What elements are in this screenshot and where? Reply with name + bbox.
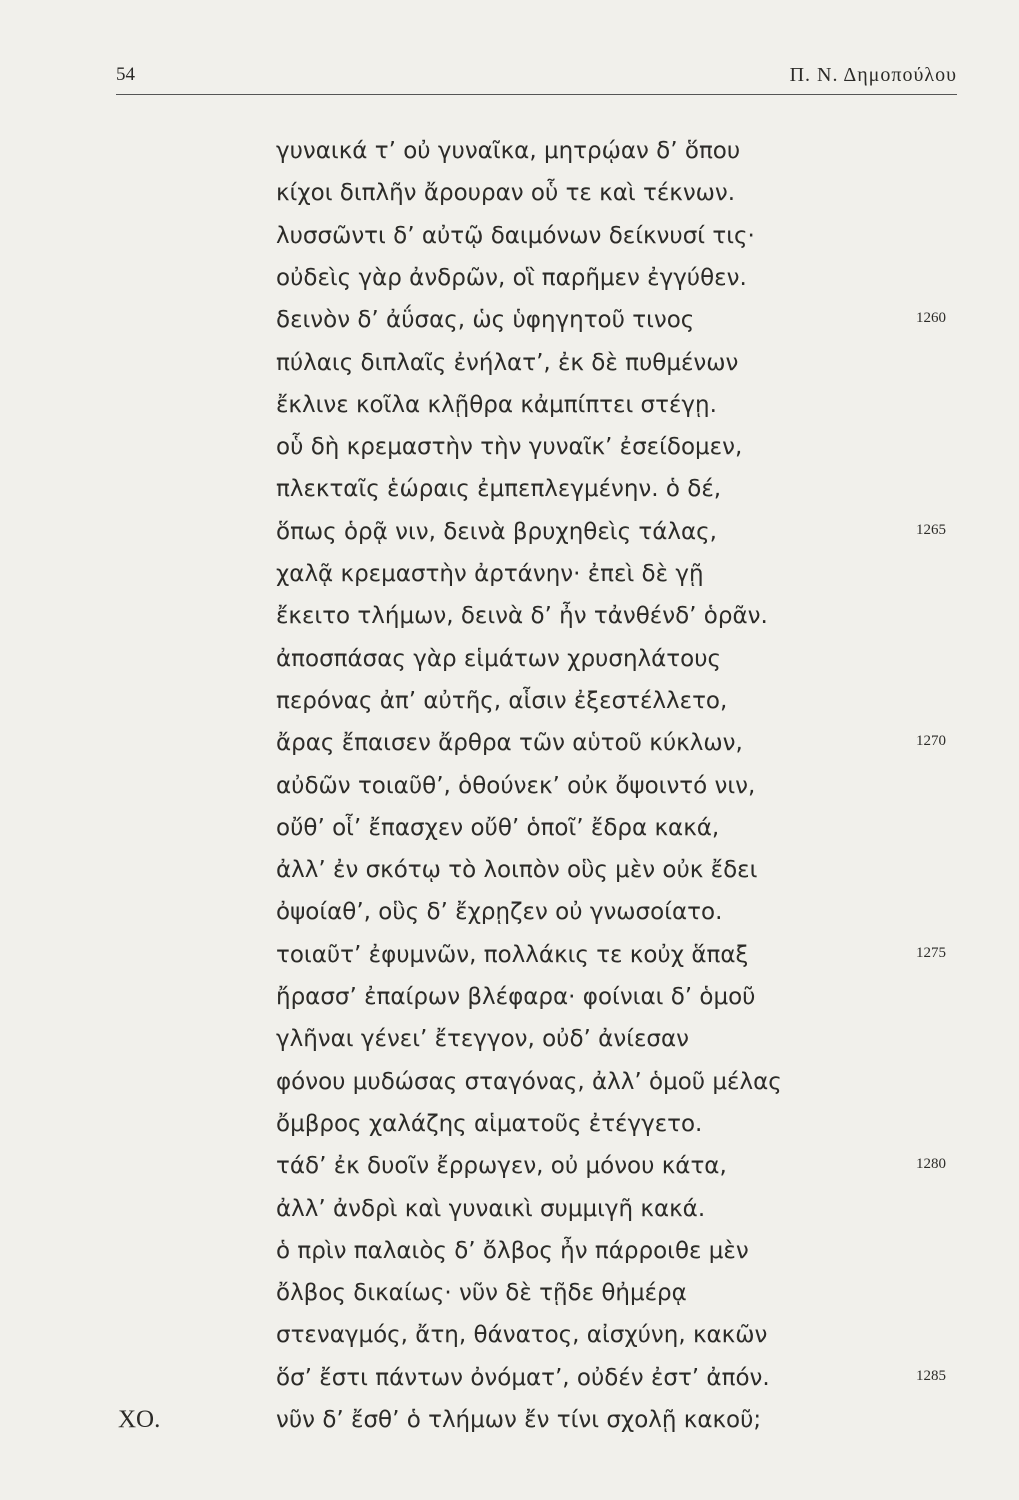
line-number: 1265 <box>916 521 946 538</box>
verse-line: περόνας ἀπ’ αὐτῆς, αἷσιν ἐξεστέλλετο, <box>276 687 728 714</box>
verse-line: ὄλβος δικαίως· νῦν δὲ τῇδε θἠμέρᾳ <box>276 1280 687 1307</box>
verse-line: τάδ’ ἐκ δυοῖν ἔρρωγεν, οὐ μόνου κάτα, <box>276 1153 727 1180</box>
verse-line: οὗ δὴ κρεμαστὴν τὴν γυναῖκ’ ἐσείδομεν, <box>276 434 743 461</box>
verse-line: ὅπως ὁρᾷ νιν, δεινὰ βρυχηθεὶς τάλας, <box>276 518 717 545</box>
verse-line: οὐδεὶς γὰρ ἀνδρῶν, οἳ παρῆμεν ἐγγύθεν. <box>276 264 747 291</box>
line-number: 1260 <box>916 310 946 327</box>
verse-line: ὁ πρὶν παλαιὸς δ’ ὄλβος ἦν πάρροιθε μὲν <box>276 1237 749 1264</box>
verse-line: πλεκταῖς ἑώραις ἐμπεπλεγμένην. ὁ δέ, <box>276 476 722 503</box>
verse-line: ἔκειτο τλήμων, δεινὰ δ’ ἦν τἀνθένδ’ ὁρᾶν. <box>276 603 768 630</box>
verse-line: ὅσ’ ἔστι πάντων ὀνόματ’, οὐδέν ἐστ’ ἀπόν. <box>276 1364 770 1391</box>
line-number: 1270 <box>916 733 946 750</box>
verse-line: αὐδῶν τοιαῦθ’, ὁθούνεκ’ οὐκ ὄψοιντό νιν, <box>276 772 756 799</box>
verse-line: τοιαῦτ’ ἐφυμνῶν, πολλάκις τε κοὐχ ἅπαξ <box>276 941 749 968</box>
verse-line: δεινὸν δ’ ἀΰσας, ὡς ὑφηγητοῦ τινος <box>276 307 695 334</box>
line-number: 1285 <box>916 1367 946 1384</box>
verse-line: ἀλλ’ ἐν σκότῳ τὸ λοιπὸν οὓς μὲν οὐκ ἔδει <box>276 857 758 884</box>
verse-line: γυναικά τ’ οὐ γυναῖκα, μητρῴαν δ’ ὅπου <box>276 138 741 164</box>
verse-line: πύλαις διπλαῖς ἐνήλατ’, ἐκ δὲ πυθμένων <box>276 349 739 376</box>
line-number: 1275 <box>916 944 946 961</box>
line-number: 1280 <box>916 1156 946 1173</box>
verse-line: στεναγμός, ἄτη, θάνατος, αἰσχύνη, κακῶν <box>276 1322 768 1349</box>
verse-line: νῦν δ’ ἔσθ’ ὁ τλήμων ἔν τίνι σχολῇ κακοῦ; <box>276 1407 762 1433</box>
verse-line: ὄμβρος χαλάζης αἱματοῦς ἐτέγγετο. <box>276 1110 703 1137</box>
verse-line: ἀλλ’ ἀνδρὶ καὶ γυναικὶ συμμιγῆ κακά. <box>276 1195 706 1222</box>
verse-line: ἔκλινε κοῖλα κλῇθρα κἀμπίπτει στέγῃ. <box>276 391 717 418</box>
verse-line: ἤρασσ’ ἐπαίρων βλέφαρα· φοίνιαι δ’ ὁμοῦ <box>276 984 756 1010</box>
verse-line: χαλᾷ κρεμαστὴν ἀρτάνην· ἐπεὶ δὲ γῇ <box>276 561 704 587</box>
verse-line: οὔθ’ οἷ’ ἔπασχεν οὔθ’ ὁποῖ’ ἔδρα κακά, <box>276 814 720 841</box>
running-title: Π. Ν. Δημοπούλου <box>789 64 957 86</box>
verse-line: ἀποσπάσας γὰρ εἱμάτων χρυσηλάτους <box>276 645 722 672</box>
verse-line: κίχοι διπλῆν ἄρουραν οὗ τε καὶ τέκνων. <box>276 180 736 207</box>
verse-line: ἄρας ἔπαισεν ἄρθρα τῶν αὑτοῦ κύκλων, <box>276 730 743 757</box>
verse-line: λυσσῶντι δ’ αὐτῷ δαιμόνων δείκνυσί τις· <box>276 222 755 249</box>
verse-line: γλῆναι γένει’ ἔτεγγον, οὐδ’ ἀνίεσαν <box>276 1026 689 1053</box>
verse-line: φόνου μυδώσας σταγόνας, ἀλλ’ ὁμοῦ μέλας <box>276 1068 782 1095</box>
verse-line: ὀψοίαθ’, οὓς δ’ ἔχρῃζεν οὐ γνωσοίατο. <box>276 899 723 926</box>
page-number: 54 <box>116 64 135 85</box>
speaker-label: ΧΟ. <box>118 1406 161 1433</box>
